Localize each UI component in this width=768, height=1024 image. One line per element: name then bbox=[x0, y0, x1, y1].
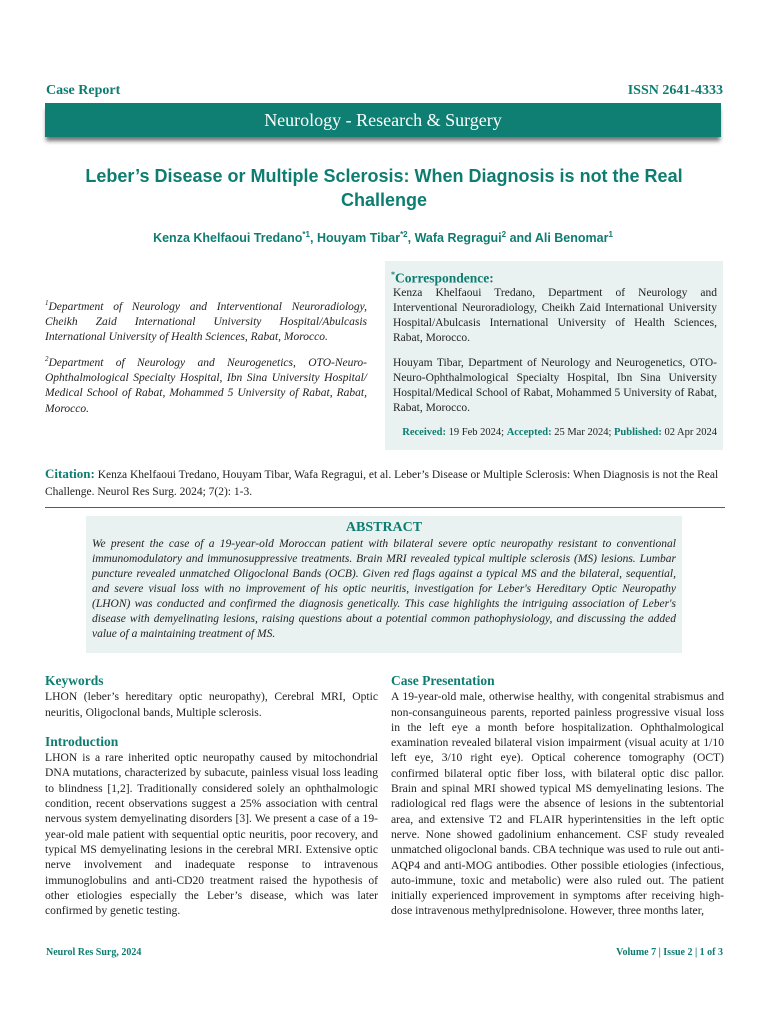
received-date: 19 Feb 2024; bbox=[448, 427, 505, 439]
affiliation-text: Department of Neurology and Interventional Neuroradiology, Cheikh Zaid International University Hospital/Abulcasis International University of Health Sciences, Rabat, Morocco. bbox=[45, 300, 367, 344]
abstract-box bbox=[86, 516, 682, 653]
affiliation-text: Department of Neurology and Neurogenetics, OTO-Neuro-Ophthalmological Specialty Hospital, Ibn Sina University Hospital/ Medical School of Rabat, Mohammed 5 University of Rabat, Rabat, Morocco. bbox=[45, 356, 367, 415]
footer-page-info: Volume 7 | Issue 2 | 1 of 3 bbox=[616, 947, 723, 958]
author-mark: 2 bbox=[501, 230, 507, 239]
article-title: Leber’s Disease or Multiple Sclerosis: When Diagnosis is not the Real Challenge bbox=[85, 166, 683, 210]
received-label: Received: bbox=[402, 427, 447, 439]
affiliation-number: 1 bbox=[45, 299, 49, 307]
issn: ISSN 2641-4333 bbox=[627, 83, 723, 98]
author-name: Wafa Regragui bbox=[414, 231, 502, 246]
publication-dates bbox=[393, 425, 717, 440]
introduction-heading: Introduction bbox=[45, 733, 119, 749]
author-mark: 1 bbox=[608, 230, 613, 239]
citation-text: Kenza Khelfaoui Tredano, Houyam Tibar, Wafa Regragui, et al. Leber’s Disease or Multiple Sclerosis: When Diagnosis is not the Real Challenge. Neurol Res Surg. 2024; 7(2): 1-3. bbox=[45, 469, 719, 498]
author-separator: , bbox=[309, 231, 317, 246]
abstract-heading: ABSTRACT bbox=[345, 520, 423, 535]
author-separator: , bbox=[407, 231, 415, 246]
keywords-heading: Keywords bbox=[45, 673, 104, 688]
abstract-text: We present the case of a 19-year-old Moroccan patient with bilateral severe optic neuropathy resistant to conventional immunomodulatory and immunosuppressive treatments. Brain MRI revealed typical multiple sclerosis (MS) lesions. Lumbar puncture revealed unmatched Oligoclonal Bands (OCB). Given red flags against a typical MS and the bilateral, sequential, and severe visual loss with no improvement of his optic neuritis, investigation for Leber's Hereditary Optic Neuropathy (LHON) was conducted and confirmed the diagnosis genetically. This case highlights the intriguing association of Leber's disease with demyelinating lesions, raising questions about a potential common pathophysiology, and discussing the added value of a maintaining treatment of MS. bbox=[92, 538, 676, 640]
accepted-date: 25 Mar 2024; bbox=[554, 427, 612, 439]
correspondence-mark: * bbox=[391, 270, 395, 279]
author-mark: *2 bbox=[400, 230, 408, 239]
correspondence-box bbox=[385, 261, 723, 450]
affiliation-1 bbox=[45, 296, 367, 346]
author-name: Kenza Khelfaoui Tredano bbox=[153, 231, 303, 246]
left-column bbox=[45, 673, 378, 918]
footer bbox=[46, 947, 723, 961]
article-type: Case Report bbox=[46, 83, 121, 98]
correspondence-heading bbox=[391, 267, 717, 286]
case-presentation-text: A 19-year-old male, otherwise healthy, with congenital strabismus and non-consanguineous parents, reported painless progressive visual loss in the left eye a month before hospitalization. Ophthalmological examination revealed bilateral vision impairment (visual acuity at 1/10 left eye, 3/10 right eye). Optical coherence tomography (OCT) confirmed bilateral optic fiber loss, with bilateral optic disc pallor. Brain and spinal MRI showed typical MS demyelinating lesions. The radiological red flags were the absence of lesions in the subtentorial area, and extensive T2 and FLAIR hyperintensities in the left optic nerve. None showed gadolinium enhancement. CSF study revealed unmatched oligoclonal bands. CBA technique was used to rule out anti-AQP4 and anti-MOG antibodies. Other possible etiologies (infectious, auto-immune, toxic and metabolic) were also ruled out. The patient initially experienced improvement in symptoms after receiving high-dose intravenous methylprednisolone. However, three months later, bbox=[391, 690, 724, 918]
right-column bbox=[391, 673, 724, 919]
citation-label: Citation: bbox=[45, 466, 95, 481]
introduction-text: LHON is a rare inherited optic neuropathy caused by mitochondrial DNA mutations, characterized by subacute, painless visual loss leading to blindness [1,2]. Traditionally considered solely an ophthalmologic condition, recent observations suggest a 25% association with central nervous system demyelinating disorders [3]. We present a case of a 19-year-old male patient with sequential optic neuritis, poor recovery, and typical MS demyelinating lesions in the cerebral MRI. Extensive optic nerve involvement and inadequate response to intravenous immunoglobulins and anti-CD20 treatment raised the hypothesis of other etiologies especially the Leber’s disease, which was later confirmed by genetic testing. bbox=[45, 751, 378, 918]
correspondence-heading-text: Correspondence: bbox=[395, 270, 494, 286]
authors bbox=[45, 230, 721, 245]
published-date: 02 Apr 2024 bbox=[664, 427, 717, 439]
keywords-text: LHON (leber’s hereditary optic neuropathy), Cerebral MRI, Optic neuritis, Oligoclonal bands, Multiple sclerosis. bbox=[45, 690, 378, 719]
affiliation-number: 2 bbox=[45, 355, 49, 363]
published-label: Published: bbox=[614, 427, 662, 439]
correspondence-author-1: Kenza Khelfaoui Tredano, Department of Neurology and Interventional Neuroradiology, Cheikh Zaid International University Hospital/Abulcasis International University of Health Sciences, Rabat, Morocco. bbox=[393, 286, 717, 345]
case-presentation-heading: Case Presentation bbox=[391, 673, 495, 688]
author-and: and bbox=[506, 231, 535, 246]
accepted-label: Accepted: bbox=[506, 427, 552, 439]
affiliation-2 bbox=[45, 352, 367, 417]
footer-journal: Neurol Res Surg, 2024 bbox=[46, 947, 142, 958]
divider bbox=[45, 507, 725, 508]
author-mark: *1 bbox=[302, 230, 310, 239]
correspondence-author-2: Houyam Tibar, Department of Neurology and Neurogenetics, OTO-Neuro-Ophthalmological Specialty Hospital, Ibn Sina University Hospital/Medical School of Rabat, Mohammed 5 University of Rabat, Rabat, Morocco. bbox=[393, 356, 717, 415]
top-row bbox=[46, 83, 723, 101]
author-name: Ali Benomar bbox=[534, 231, 609, 246]
author-name: Houyam Tibar bbox=[316, 231, 401, 246]
journal-banner: Neurology - Research & Surgery bbox=[45, 103, 721, 137]
citation bbox=[45, 466, 725, 500]
